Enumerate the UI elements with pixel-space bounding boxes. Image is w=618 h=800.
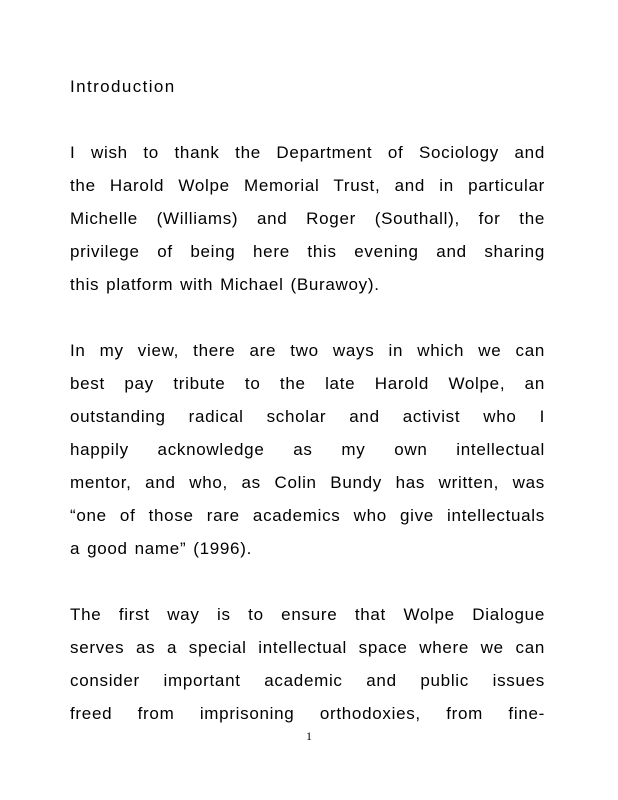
text-line: serves as a special intellectual space where we can: [70, 638, 545, 657]
text-line: Michelle (Williams) and Roger (Southall), for the: [70, 209, 545, 228]
text-line: a good name” (1996).: [70, 539, 252, 558]
document-body: [70, 136, 545, 730]
text-line: best pay tribute to the late Harold Wolpe, an: [70, 374, 545, 393]
document-content: [70, 70, 545, 730]
paragraph: [70, 136, 545, 301]
text-line: I wish to thank the Department of Sociology and: [70, 143, 545, 162]
section-heading: Introduction: [70, 77, 176, 96]
paragraph: [70, 334, 545, 565]
text-line: “one of those rare academics who give intellectuals: [70, 506, 545, 525]
text-line: mentor, and who, as Colin Bundy has written, was: [70, 473, 545, 492]
text-line: privilege of being here this evening and sharing: [70, 242, 545, 261]
paragraph: [70, 598, 545, 730]
text-line: the Harold Wolpe Memorial Trust, and in particular: [70, 176, 545, 195]
text-line: happily acknowledge as my own intellectual: [70, 440, 545, 459]
text-line: The first way is to ensure that Wolpe Dialogue: [70, 605, 545, 624]
text-line: this platform with Michael (Burawoy).: [70, 275, 380, 294]
text-line: consider important academic and public issues: [70, 671, 545, 690]
text-line: outstanding radical scholar and activist who I: [70, 407, 545, 426]
page-number: 1: [306, 729, 312, 743]
text-line: freed from imprisoning orthodoxies, from fine-: [70, 704, 545, 723]
text-line: In my view, there are two ways in which we can: [70, 341, 545, 360]
